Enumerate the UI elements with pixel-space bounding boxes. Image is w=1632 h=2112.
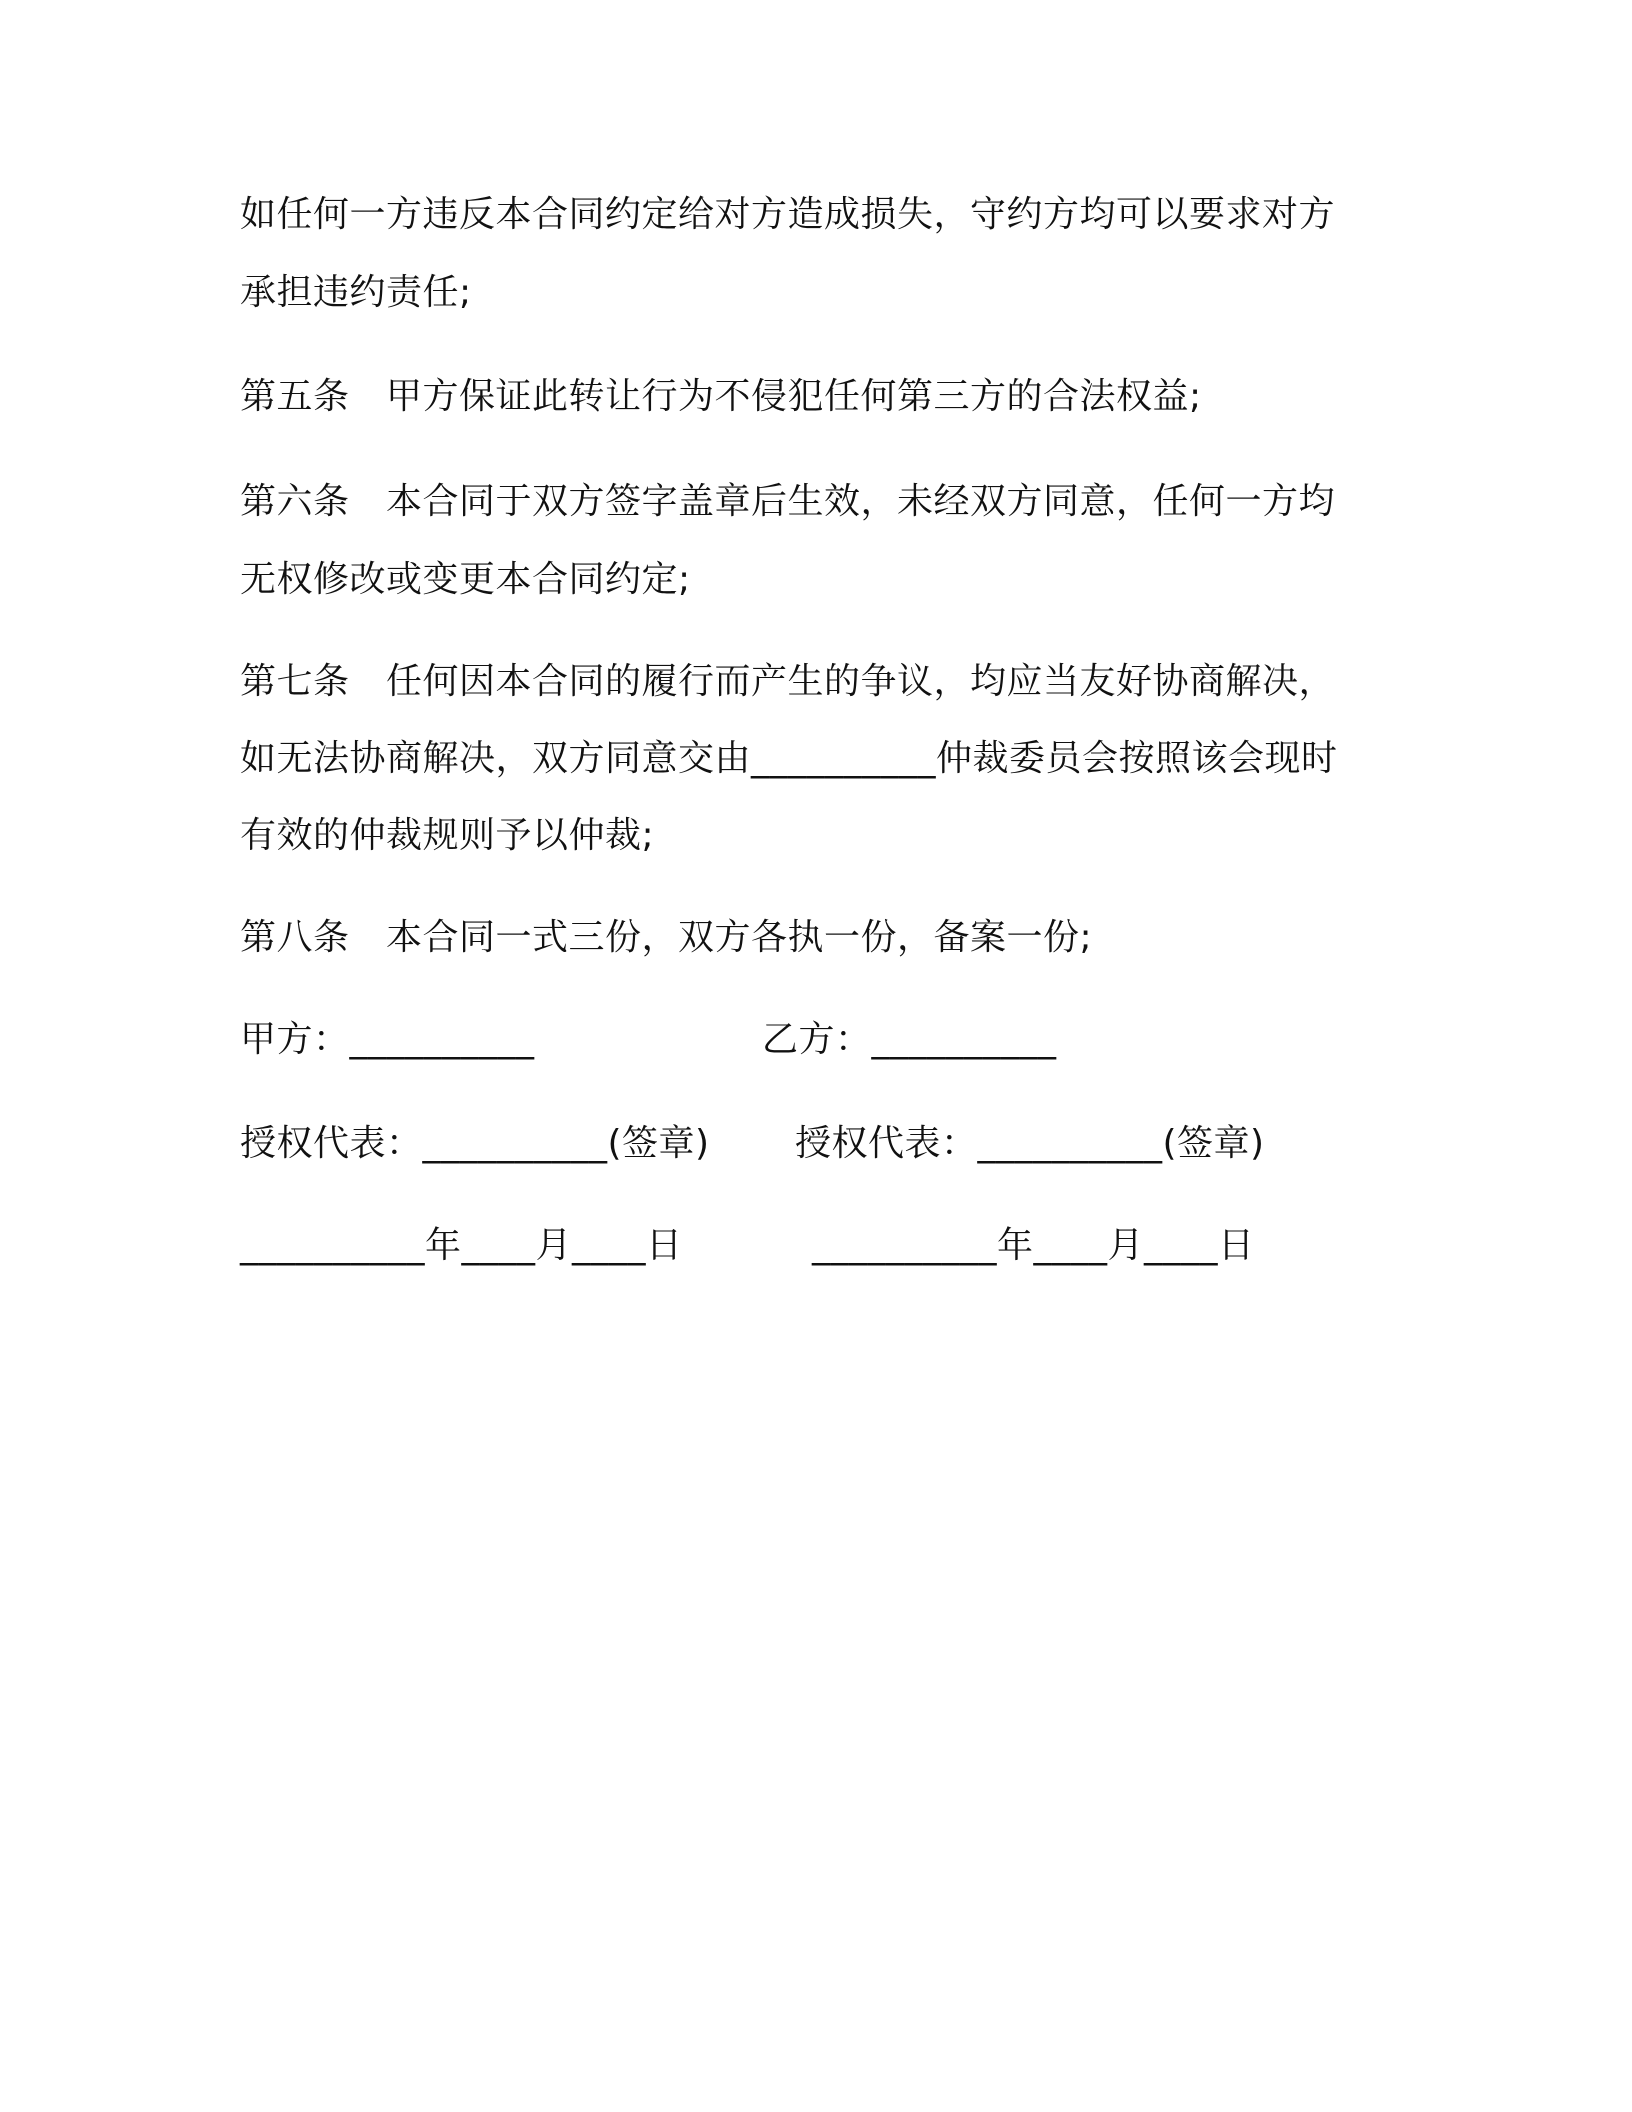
article-5-line-1: 第五条 甲方保证此转让行为不侵犯任何第三方的合法权益; xyxy=(240,376,1202,417)
party-b-representative-line: 授权代表：__________(签章) xyxy=(795,1123,1265,1164)
party-a-date-line: __________年____月____日 xyxy=(240,1225,683,1266)
party-b-signature-line: 乙方：__________ xyxy=(762,1019,1057,1060)
article-7-line-3: 有效的仲裁规则予以仲裁; xyxy=(240,815,655,856)
article-6-line-1: 第六条 本合同于双方签字盖章后生效，未经双方同意，任何一方均 xyxy=(240,481,1336,522)
party-a-representative-line: 授权代表：__________(签章) xyxy=(240,1123,710,1164)
article-4-continuation-line-2: 承担违约责任; xyxy=(240,272,472,313)
party-b-date-line: __________年____月____日 xyxy=(812,1225,1255,1266)
party-a-signature-line: 甲方：__________ xyxy=(240,1019,535,1060)
article-7-line-2: 如无法协商解决，双方同意交由__________仲裁委员会按照该会现时 xyxy=(240,738,1338,779)
article-4-continuation-line-1: 如任何一方违反本合同约定给对方造成损失，守约方均可以要求对方 xyxy=(240,194,1336,235)
article-6-line-2: 无权修改或变更本合同约定; xyxy=(240,559,691,600)
article-7-line-1: 第七条 任何因本合同的履行而产生的争议，均应当友好协商解决， xyxy=(240,661,1336,702)
article-8-line-1: 第八条 本合同一式三份，双方各执一份，备案一份; xyxy=(240,917,1093,958)
